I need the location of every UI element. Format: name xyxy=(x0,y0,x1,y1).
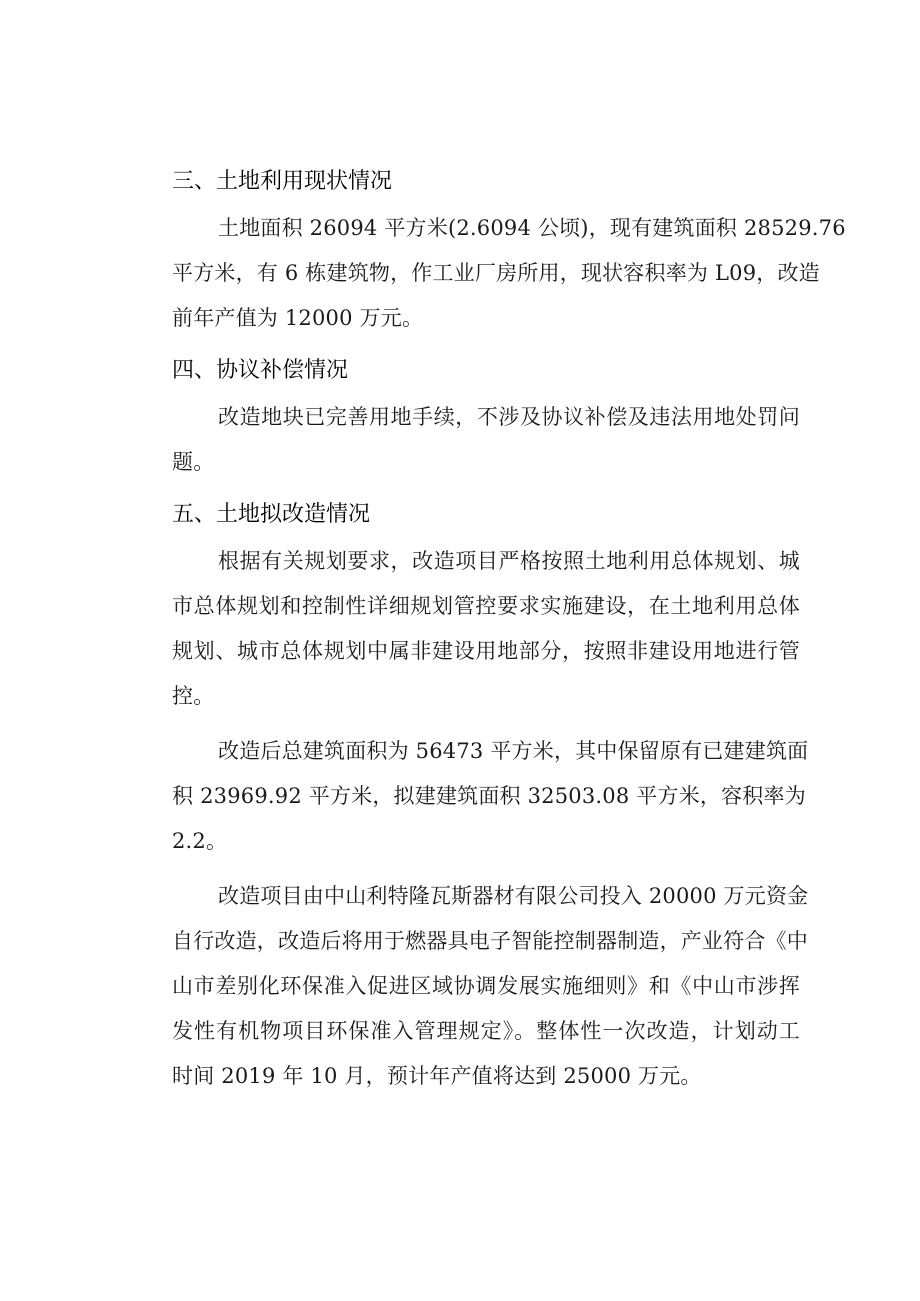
section-heading-redevelopment-plan: 五、土地拟改造情况 xyxy=(172,502,371,527)
text-line: 市总体规划和控制性详细规划管控要求实施建设，在土地利用总体 xyxy=(172,594,800,618)
text-line: 自行改造，改造后将用于燃器具电子智能控制器制造，产业符合《中 xyxy=(172,929,808,953)
text-line: 控。 xyxy=(172,684,215,708)
text-line: 前年产值为 12000 万元。 xyxy=(172,306,424,330)
text-line: 题。 xyxy=(172,450,215,474)
text-line: 发性有机物项目环保准入管理规定》。整体性一次改造，计划动工 xyxy=(172,1019,800,1043)
text-line: 改造地块已完善用地手续，不涉及协议补偿及违法用地处罚问 xyxy=(218,405,800,429)
text-line: 平方米，有 6 栋建筑物，作工业厂房所用，现状容积率为 L09，改造 xyxy=(172,261,820,285)
section-heading-land-use-status: 三、土地利用现状情况 xyxy=(172,169,393,194)
text-line: 改造项目由中山利特隆瓦斯器材有限公司投入 20000 万元资金 xyxy=(218,884,809,908)
paragraph-land-use-status xyxy=(126,206,846,341)
text-line: 土地面积 26094 平方米(2.6094 公顷)，现有建筑面积 28529.76 xyxy=(218,216,846,240)
text-line: 山市差别化环保准入促进区域协调发展实施细则》和《中山市涉挥 xyxy=(172,974,800,998)
text-line: 2.2。 xyxy=(172,829,228,853)
text-line: 积 23969.92 平方米，拟建建筑面积 32503.08 平方米，容积率为 xyxy=(172,784,806,808)
paragraph-floor-area xyxy=(126,729,809,864)
text-line: 时间 2019 年 10 月，预计年产值将达到 25000 万元。 xyxy=(172,1064,702,1088)
text-line: 改造后总建筑面积为 56473 平方米，其中保留原有已建建筑面 xyxy=(218,739,809,763)
paragraph-investment xyxy=(126,874,809,1099)
document-body xyxy=(126,158,846,1099)
paragraph-planning-requirements xyxy=(126,539,800,719)
paragraph-compensation xyxy=(126,395,800,485)
section-heading-compensation: 四、协议补偿情况 xyxy=(172,358,349,383)
text-line: 规划、城市总体规划中属非建设用地部分，按照非建设用地进行管 xyxy=(172,639,800,663)
text-line: 根据有关规划要求，改造项目严格按照土地利用总体规划、城 xyxy=(218,549,800,573)
